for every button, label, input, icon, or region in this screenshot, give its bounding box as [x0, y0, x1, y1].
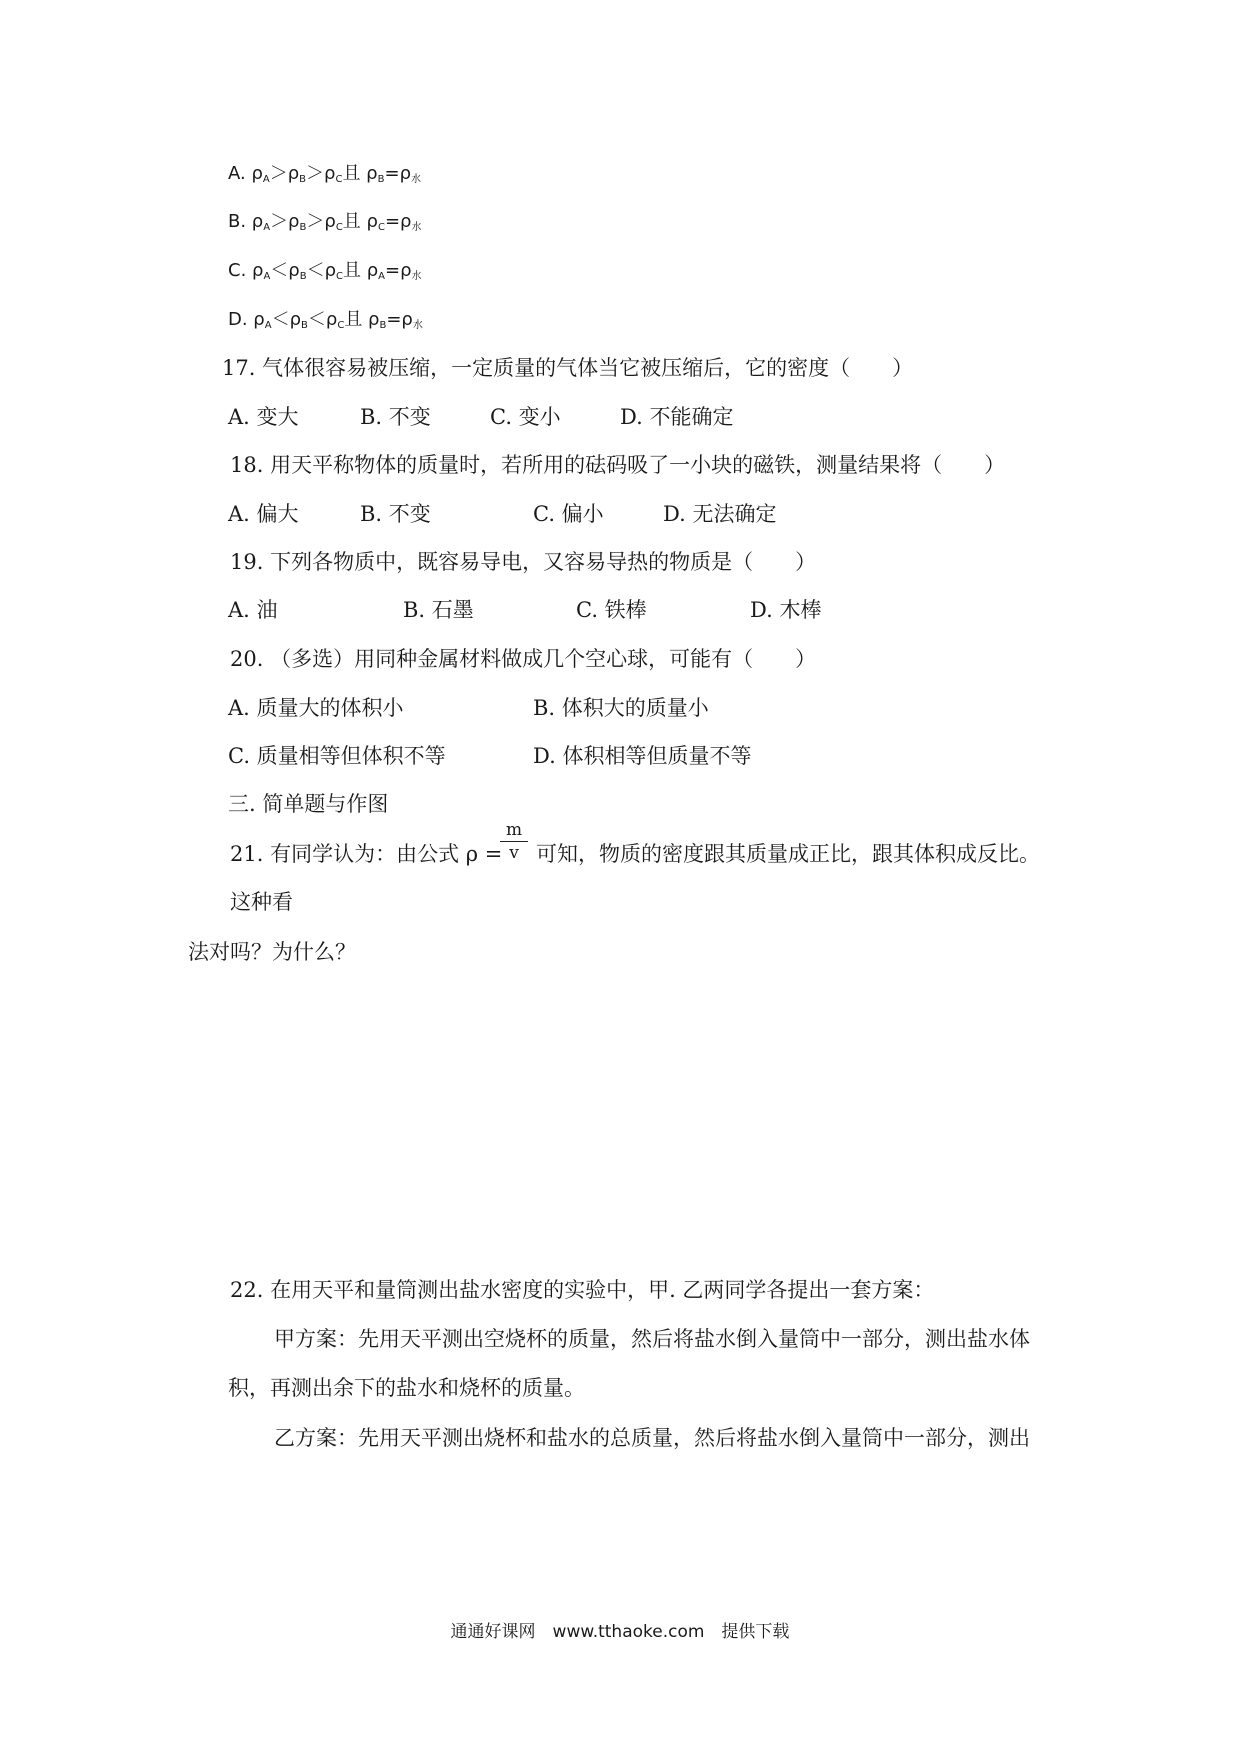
q16-option-d: D. $\rho_A<\rho_B<\rho_C$且 $\rho_B=\rho_水$ [228, 309, 423, 331]
q22-plan-a-line1: 甲方案：先用天平测出空烧杯的质量，然后将盐水倒入量筒中一部分，测出盐水体 [274, 1327, 1030, 1351]
q22-plan-a-line2: 积，再测出余下的盐水和烧杯的质量。 [228, 1376, 585, 1400]
q21-line2: 这种看 [230, 890, 293, 914]
q16-option-c: C. $\rho_A<\rho_B<\rho_C$且 $\rho_A=\rho_水$ [228, 260, 422, 282]
q18-option-b: B. 不变 [360, 502, 431, 526]
q17-option-c: C. 变小 [490, 405, 561, 429]
q19-option-c: C. 铁棒 [576, 598, 647, 622]
q22-stem: 22. 在用天平和量筒测出盐水密度的实验中，甲. 乙两同学各提出一套方案： [230, 1278, 935, 1302]
q17-option-d: D. 不能确定 [620, 405, 734, 429]
q20-option-d: D. 体积相等但质量不等 [533, 744, 752, 768]
q21-stem-after: 可知，物质的密度跟其质量成正比，跟其体积成反比。 [536, 842, 1040, 866]
q22-plan-b-line1: 乙方案：先用天平测出烧杯和盐水的总质量，然后将盐水倒入量筒中一部分，测出 [274, 1426, 1030, 1450]
q17-option-a: A. 变大 [228, 405, 299, 429]
q17-option-b: B. 不变 [360, 405, 431, 429]
q20-option-b: B. 体积大的质量小 [533, 696, 709, 720]
q20-option-c: C. 质量相等但体积不等 [228, 744, 446, 768]
q18-option-c: C. 偏小 [533, 502, 604, 526]
q18-option-a: A. 偏大 [228, 502, 299, 526]
q16-option-b: B. $\rho_A>\rho_B>\rho_C$且 $\rho_C=\rho_水$ [228, 211, 422, 233]
q20-option-a: A. 质量大的体积小 [228, 696, 404, 720]
q21-line3: 法对吗？为什么？ [188, 940, 356, 964]
q19-option-a: A. 油 [228, 598, 278, 622]
q20-stem: 20. （多选）用同种金属材料做成几个空心球，可能有（ ） [230, 647, 817, 671]
q21-stem-before: 21. 有同学认为：由公式 ρ = [230, 842, 503, 866]
fraction-numerator: m [505, 820, 523, 840]
q19-option-d: D. 木棒 [750, 598, 822, 622]
q18-stem: 18. 用天平称物体的质量时，若所用的砝码吸了一小块的磁铁，测量结果将（ ） [230, 453, 1006, 477]
q21-formula-fraction [494, 820, 534, 863]
q18-option-d: D. 无法确定 [663, 502, 777, 526]
q19-option-b: B. 石墨 [403, 598, 474, 622]
section-title: 三. 简单题与作图 [228, 792, 389, 816]
fraction-denominator: v [509, 843, 519, 863]
q16-option-a: A. $\rho_A>\rho_B>\rho_C$且 $\rho_B=\rho_水$ [228, 163, 421, 185]
q19-stem: 19. 下列各物质中，既容易导电，又容易导热的物质是（ ） [230, 550, 817, 574]
fraction-bar [500, 841, 528, 842]
q17-stem: 17. 气体很容易被压缩，一定质量的气体当它被压缩后，它的密度（ ） [222, 356, 914, 380]
page-footer: 通通好课网 www.tthaoke.com 提供下载 [450, 1622, 790, 1642]
